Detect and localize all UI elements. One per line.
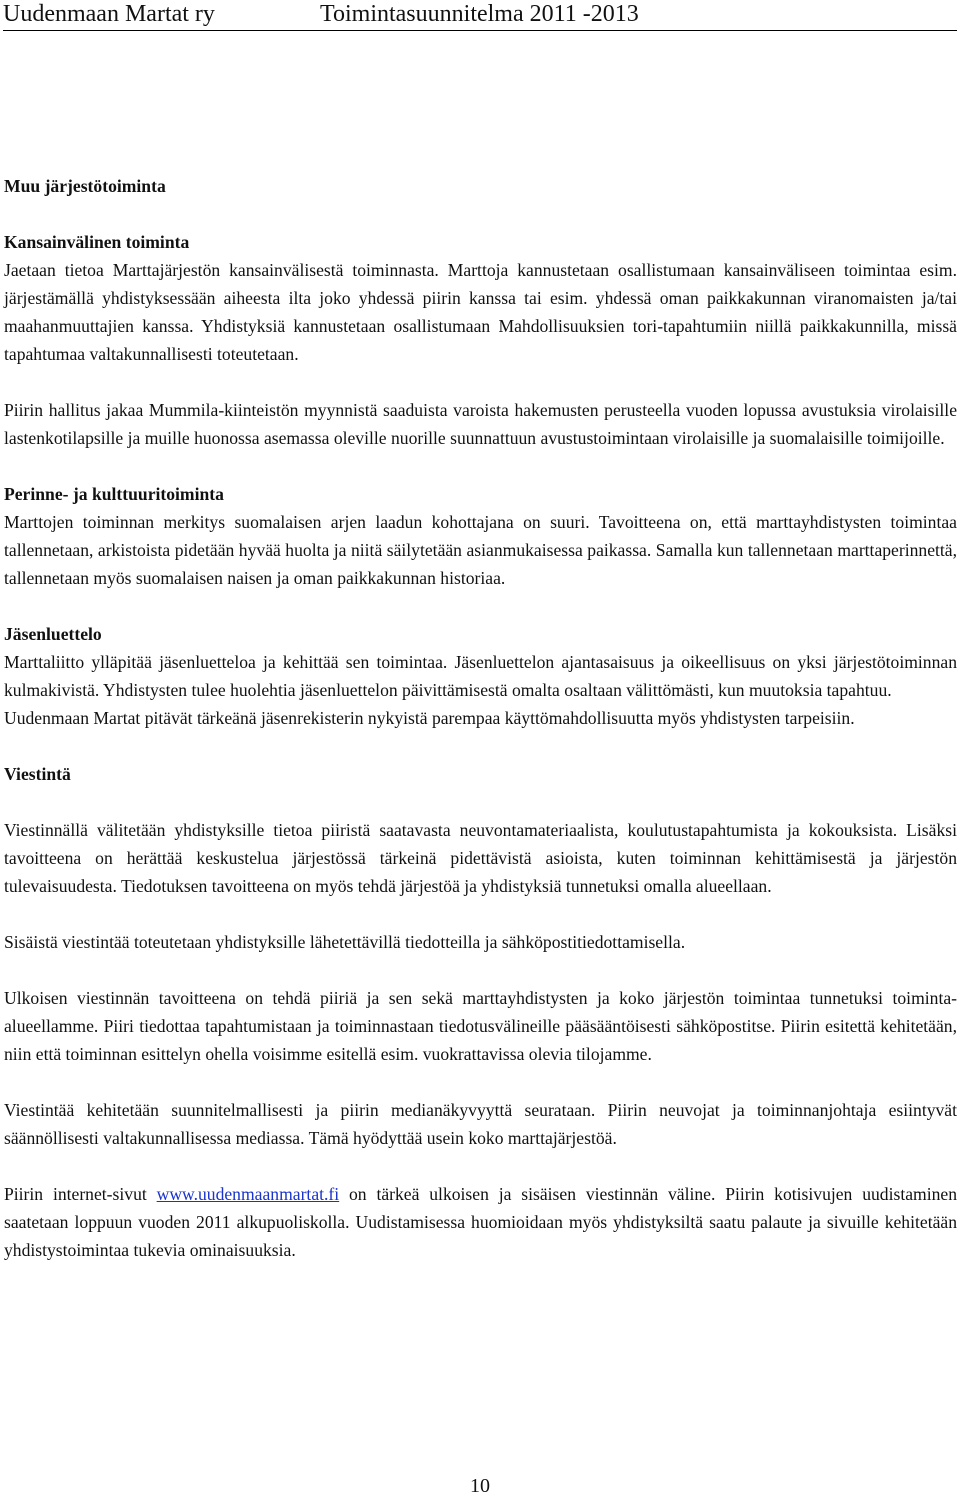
section-heading-viestinta: Viestintä	[4, 764, 71, 784]
paragraph-viestinta-5-end: on tärkeä ulkoisen ja sisäisen viestinnän väline. Piirin kotisivujen uudistaminen saatetaan loppuun vuoden 2011 alkupuoliskolla. Uudistamisessa huomioidaan myös yhdistyksiltä saatu palaute ja sivuille kehitetään yhdistystoimintaa tukevia ominaisuuksia.	[4, 1184, 957, 1260]
paragraph-viestinta-3: Ulkoisen viestinnän tavoitteena on tehdä piiriä ja sen sekä marttayhdistysten ja koko järjestön toimintaa tunnetuksi toiminta-alueellamme. Piiri tiedottaa tapahtumistaan ja toiminnastaan tiedotusvälineille pääsääntöisesti sähköpostitse. Piirin esitettä kehitetään, niin että toiminnan esittelyn ohella voisimme esitellä esim. vuokrattavissa olevia tilojamme.	[4, 988, 957, 1064]
section-heading-muu: Muu järjestötoiminta	[4, 176, 166, 196]
header-organization: Uudenmaan Martat ry	[3, 1, 215, 27]
paragraph-kansainvalinen-2: Piirin hallitus jakaa Mummila-kiinteistön myynnistä saaduista varoista hakemusten perusteella vuoden lopussa avustuksia virolaisille lastenkotilapsille ja muille huonossa asemassa oleville nuorille suunnattuun avustustoimintaan virolaisille ja suomalaisille toimijoille.	[4, 400, 957, 448]
header-document-title: Toimintasuunnitelma 2011 -2013	[320, 1, 639, 27]
paragraph-perinne-1: Marttojen toiminnan merkitys suomalaisen arjen laadun kohottajana on suuri. Tavoitteena on, että marttayhdistysten toimintaa tallennetaan, arkistoista pidetään hyvää huolta ja niitä säilytetään asianmukaisessa paikassa. Samalla kun tallennetaan marttaperinnettä, tallennetaan myös suomalaisen naisen ja oman paikkakunnan historiaa.	[4, 512, 957, 588]
paragraph-viestinta-5	[4, 1180, 957, 1264]
website-link[interactable]: www.uudenmaanmartat.fi	[156, 1184, 340, 1204]
page-number: 10	[470, 1475, 490, 1497]
section-heading-perinne: Perinne- ja kulttuuritoiminta	[4, 484, 224, 504]
paragraph-viestinta-1: Viestinnällä välitetään yhdistyksille tietoa piiristä saatavasta neuvontamateriaalista, koulutustapahtumista ja kokouksista. Lisäksi tavoitteena on herättää keskustelua järjestössä tärkeinä pidettävistä asioista, kuten toiminnan kehittämisestä ja järjestön tulevaisuudesta. Tiedotuksen tavoitteena on myös tehdä järjestöä ja yhdistyksiä tunnetuksi omalla alueellaan.	[4, 820, 957, 896]
paragraph-jasenluettelo-1: Marttaliitto ylläpitää jäsenluetteloa ja kehittää sen toimintaa. Jäsenluettelon ajantasaisuus ja oikeellisuus on yksi järjestötoiminnan kulmakivistä. Yhdistysten tulee huolehtia jäsenluettelon päivittämisestä omalta osaltaan välittömästi, kun muutoksia tapahtuu.	[4, 652, 957, 700]
paragraph-viestinta-5-start: Piirin internet-sivut	[4, 1184, 157, 1204]
paragraph-jasenluettelo-2: Uudenmaan Martat pitävät tärkeänä jäsenrekisterin nykyistä parempaa käyttömahdollisuutta myös yhdistysten tarpeisiin.	[4, 708, 855, 728]
paragraph-kansainvalinen-1: Jaetaan tietoa Marttajärjestön kansainvälisestä toiminnasta. Marttoja kannustetaan osallistumaan kansainväliseen toimintaa esim. järjestämällä yhdistyksessään aiheesta ilta joko yhdessä piirin kanssa tai esim. yhdessä oman paikkakunnan viranomaisten ja/tai maahanmuuttajien kanssa. Yhdistyksiä kannustetaan osallistumaan Mahdollisuuksien tori-tapahtumiin niillä paikkakunnilla, missä tapahtumaa valtakunnallisesti toteutetaan.	[4, 260, 957, 364]
page-header	[3, 0, 957, 31]
section-heading-jasenluettelo: Jäsenluettelo	[4, 624, 102, 644]
paragraph-viestinta-4: Viestintää kehitetään suunnitelmallisesti ja piirin medianäkyvyyttä seurataan. Piirin neuvojat ja toiminnanjohtaja esiintyvät säännöllisesti valtakunnallisessa mediassa. Tämä hyödyttää usein koko marttajärjestöä.	[4, 1100, 957, 1148]
paragraph-viestinta-2: Sisäistä viestintää toteutetaan yhdistyksille lähetettävillä tiedotteilla ja sähköpostitiedottamisella.	[4, 932, 686, 952]
document-body	[4, 172, 957, 1264]
section-heading-kansainvalinen: Kansainvälinen toiminta	[4, 232, 190, 252]
